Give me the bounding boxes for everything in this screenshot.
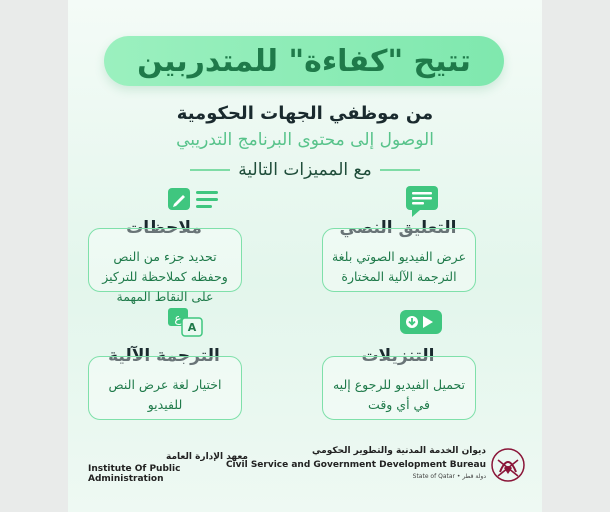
chat-bubble-icon xyxy=(404,184,440,222)
subheading-features: مع المميزات التالية xyxy=(238,160,372,180)
feature-title-notes: ملاحظات xyxy=(88,218,240,238)
divider-right xyxy=(380,169,420,171)
subheading-features-row xyxy=(68,160,542,180)
headline-pill xyxy=(104,36,504,86)
infographic-card xyxy=(68,0,542,512)
subheading-access: الوصول إلى محتوى البرنامج التدريبي xyxy=(176,130,434,150)
qatar-emblem-icon xyxy=(490,446,526,488)
feature-title-translation: الترجمة الآلية xyxy=(88,346,240,366)
feature-description: تحديد جزء من النص وحفظه كملاحظة للتركيز على النقاط المهمة xyxy=(102,249,228,304)
headline: تتيح "كفاءة" للمتدربين xyxy=(137,43,471,79)
translate-icon xyxy=(166,306,206,342)
download-video-icon xyxy=(398,308,444,340)
svg-text:A: A xyxy=(187,321,197,334)
institute-logo xyxy=(88,452,248,484)
divider-left xyxy=(190,169,230,171)
feature-box-downloads xyxy=(322,356,476,420)
institute-name-en: Institute Of Public Administration xyxy=(88,464,181,484)
feature-title-text-commentary: التعليق النصي xyxy=(322,218,474,238)
feature-description: عرض الفيديو الصوتي بلغة الترجمة الآلية المختارة xyxy=(331,249,467,284)
institute-name-ar: معهد الإدارة العامة xyxy=(166,452,248,462)
feature-box-notes xyxy=(88,228,242,304)
feature-box-translation xyxy=(88,356,242,420)
pencil-note-icon xyxy=(166,186,220,218)
feature-description: اختيار لغة عرض النص للفيديو xyxy=(108,377,222,412)
feature-title-downloads: التنزيلات xyxy=(322,346,474,366)
bureau-logo-block xyxy=(225,446,530,486)
svg-text:ع: ع xyxy=(174,311,182,325)
subheading-employees: من موظفي الجهات الحكومية xyxy=(176,103,434,124)
bureau-name-en: Civil Service and Government Development Bureau xyxy=(225,460,486,470)
state-of-qatar: State of Qatar • دولة قطر xyxy=(412,473,486,480)
feature-description: تحميل الفيديو للرجوع إليه في أي وقت xyxy=(332,377,466,412)
feature-box-text-commentary xyxy=(322,228,476,292)
bureau-name-ar: ديوان الخدمة المدنية والتطوير الحكومي xyxy=(312,446,486,456)
